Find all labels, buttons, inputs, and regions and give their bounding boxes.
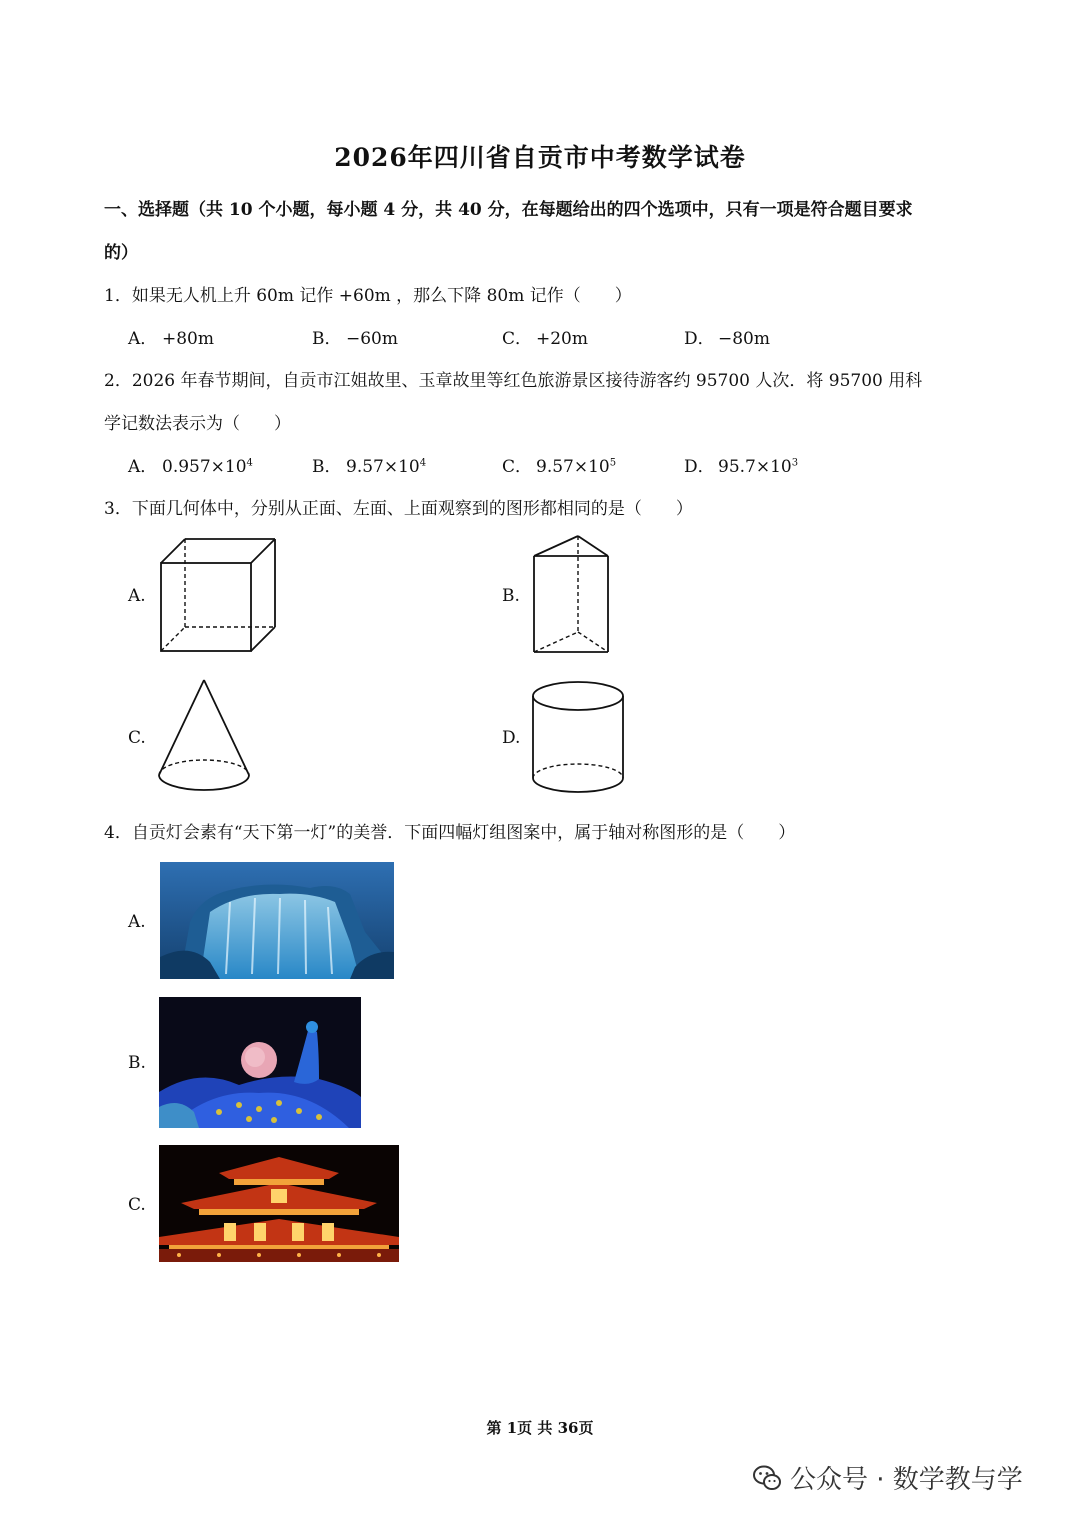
q2-option-c: C． $9.57\times 10^5$ [502,457,617,477]
cylinder-figure [528,678,628,798]
watermark [752,1459,1023,1496]
peacock-lantern-image [159,997,361,1128]
q3-option-a-label: A. [128,586,146,606]
wechat-icon [752,1463,782,1493]
triangular-prism-figure [528,532,614,658]
question-3-stem: 3．下面几何体中，分别从正面、左面、上面观察到的图形都相同的是（ ） [104,499,693,519]
q3-option-c-label: C. [128,728,146,748]
section-heading-line1: 一、选择题（共 10 个小题，每小题 4 分，共 40 分，在每题给出的四个选项中，只有一项是符合题目要求 [104,200,913,220]
page-title: 2026年四川省自贡市中考数学试卷 [334,143,746,172]
cube-figure [155,533,283,659]
question-2-stem-line1: 2．2026 年春节期间，自贡市江姐故里、玉章故里等红色旅游景区接待游客约 95700 人次．将 95700 用科 [104,371,923,391]
section-heading-line2: 的） [104,243,138,263]
page-footer: 第 1页 共 36页 [486,1419,594,1437]
q3-option-d-label: D. [502,728,521,748]
question-4-stem: 4．自贡灯会素有“天下第一灯”的美誉．下面四幅灯组图案中，属于轴对称图形的是（ ） [104,823,796,843]
watermark-text: 公众号 · 数学教与学 [790,1465,1023,1495]
q4-option-b-label: B. [128,1053,146,1073]
q2-option-b: B． $9.57\times 10^4$ [312,457,427,477]
q3-option-b-label: B. [502,586,520,606]
q2-option-d: D． $95.7\times 10^3$ [684,457,799,477]
q4-option-c-label: C. [128,1195,146,1215]
pavilion-lantern-image [159,1145,399,1262]
question-1-stem: 1．如果无人机上升 60m 记作 +60m ，那么下降 80m 记作（ ） [104,286,632,306]
q2-option-a: A． $0.957\times 10^4$ [128,457,253,477]
q1-option-c: C． +20m [502,329,588,349]
q4-option-a-label: A. [128,912,146,932]
q1-option-b: B． −60m [312,329,398,349]
waterfall-lantern-image [160,862,394,979]
question-2-stem-line2: 学记数法表示为（ ） [104,414,291,434]
cone-figure [155,676,253,798]
q1-option-a: A． +80m [128,329,214,349]
q1-option-d: D． −80m [684,329,770,349]
